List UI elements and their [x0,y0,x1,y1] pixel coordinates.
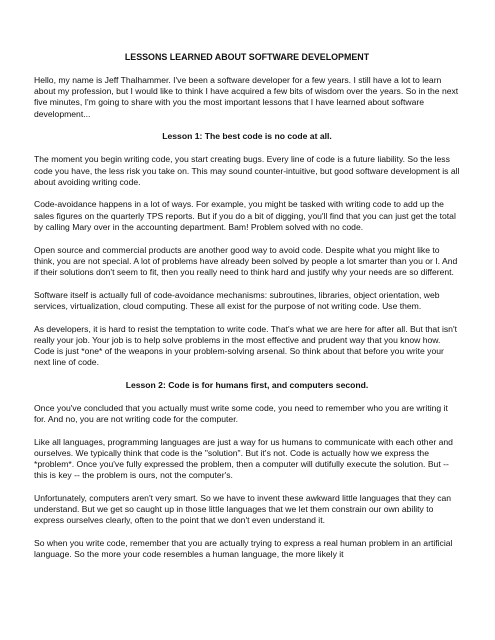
paragraph-lesson1-4: Software itself is actually full of code-avoidance mechanisms: subroutines, libraries, object orientation, web services, virtualization, cloud computing. These all exist for the purpose of not writing code. Use them. [34,289,440,311]
paragraph-lesson2-3: Unfortunately, computers aren't very smart. So we have to invent these awkward little languages that they can understand. But we get so caught up in those little languages that we let them constrain our own ability to express ourselves clearly, often to the point that we don't even understand it. [34,493,452,526]
lesson-2-heading: Lesson 2: Code is for humans first, and computers second. [125,379,369,390]
paragraph-lesson2-1: Once you've concluded that you actually must write some code, you need to remember who you are writing it for. And no, you are not writing code for the computer. [34,402,448,425]
paragraph-lesson1-1: The moment you begin writing code, you start creating bugs. Every line of code is a future liability. So the less code you have, the less risk you take on. This may sound counter-intuitive, but good software development is all about avoiding writing code. [34,154,460,187]
paragraph-lesson1-5: As developers, it is hard to resist the temptation to write code. That's what we are here for after all. But that isn't really your job. Your job is to help solve problems in the most effective and prudent way that you know how. Code is just *one* of the weapons in your problem-solving arsenal. So think about that before you write your next line of code. [34,323,457,368]
document-title: LESSONS LEARNED ABOUT SOFTWARE DEVELOPMENT [124,52,370,62]
paragraph-lesson2-2: Like all languages, programming languages are just a way for us humans to communicate with each other and ourselves. We typically think that code is the "solution". But it's not. Code is actually how we express the *problem*. Once you've fully expressed the problem, then a computer will dutifully execute the solution. But -- this is key -- the problem is ours, not the computer's. [34,436,453,481]
paragraph-intro: Hello, my name is Jeff Thalhammer. I've been a software developer for a few years. I still have a lot to learn about my profession, but I would like to think I have acquired a few bits of wisdom over the years. So in the next five minutes, I'm going to share with you the most important lessons that I have learned about software development... [34,75,459,119]
paragraph-lesson1-2: Code-avoidance happens in a lot of ways. For example, you might be tasked with writing code to add up the sales figures on the quarterly TPS reports. But if you do a bit of digging, you'll find that you can just get the total by calling Mary over in the accounting department. Bam! Problem solved with no code. [34,199,456,232]
paragraph-lesson1-3: Open source and commercial products are another good way to avoid code. Despite what you might like to think, you are not special. A lot of problems have already been solved by people a lot smarter than you or I. And if their solutions don't seem to fit, then you really need to think hard and justify why your needs are so different. [34,244,458,277]
lesson-1-heading: Lesson 1: The best code is no code at all. [162,131,332,142]
document-page [34,52,460,572]
paragraph-lesson2-4: So when you write code, remember that you are actually trying to express a real human problem in an artificial language. So the more your code resembles a human language, the more likely it [34,538,453,560]
